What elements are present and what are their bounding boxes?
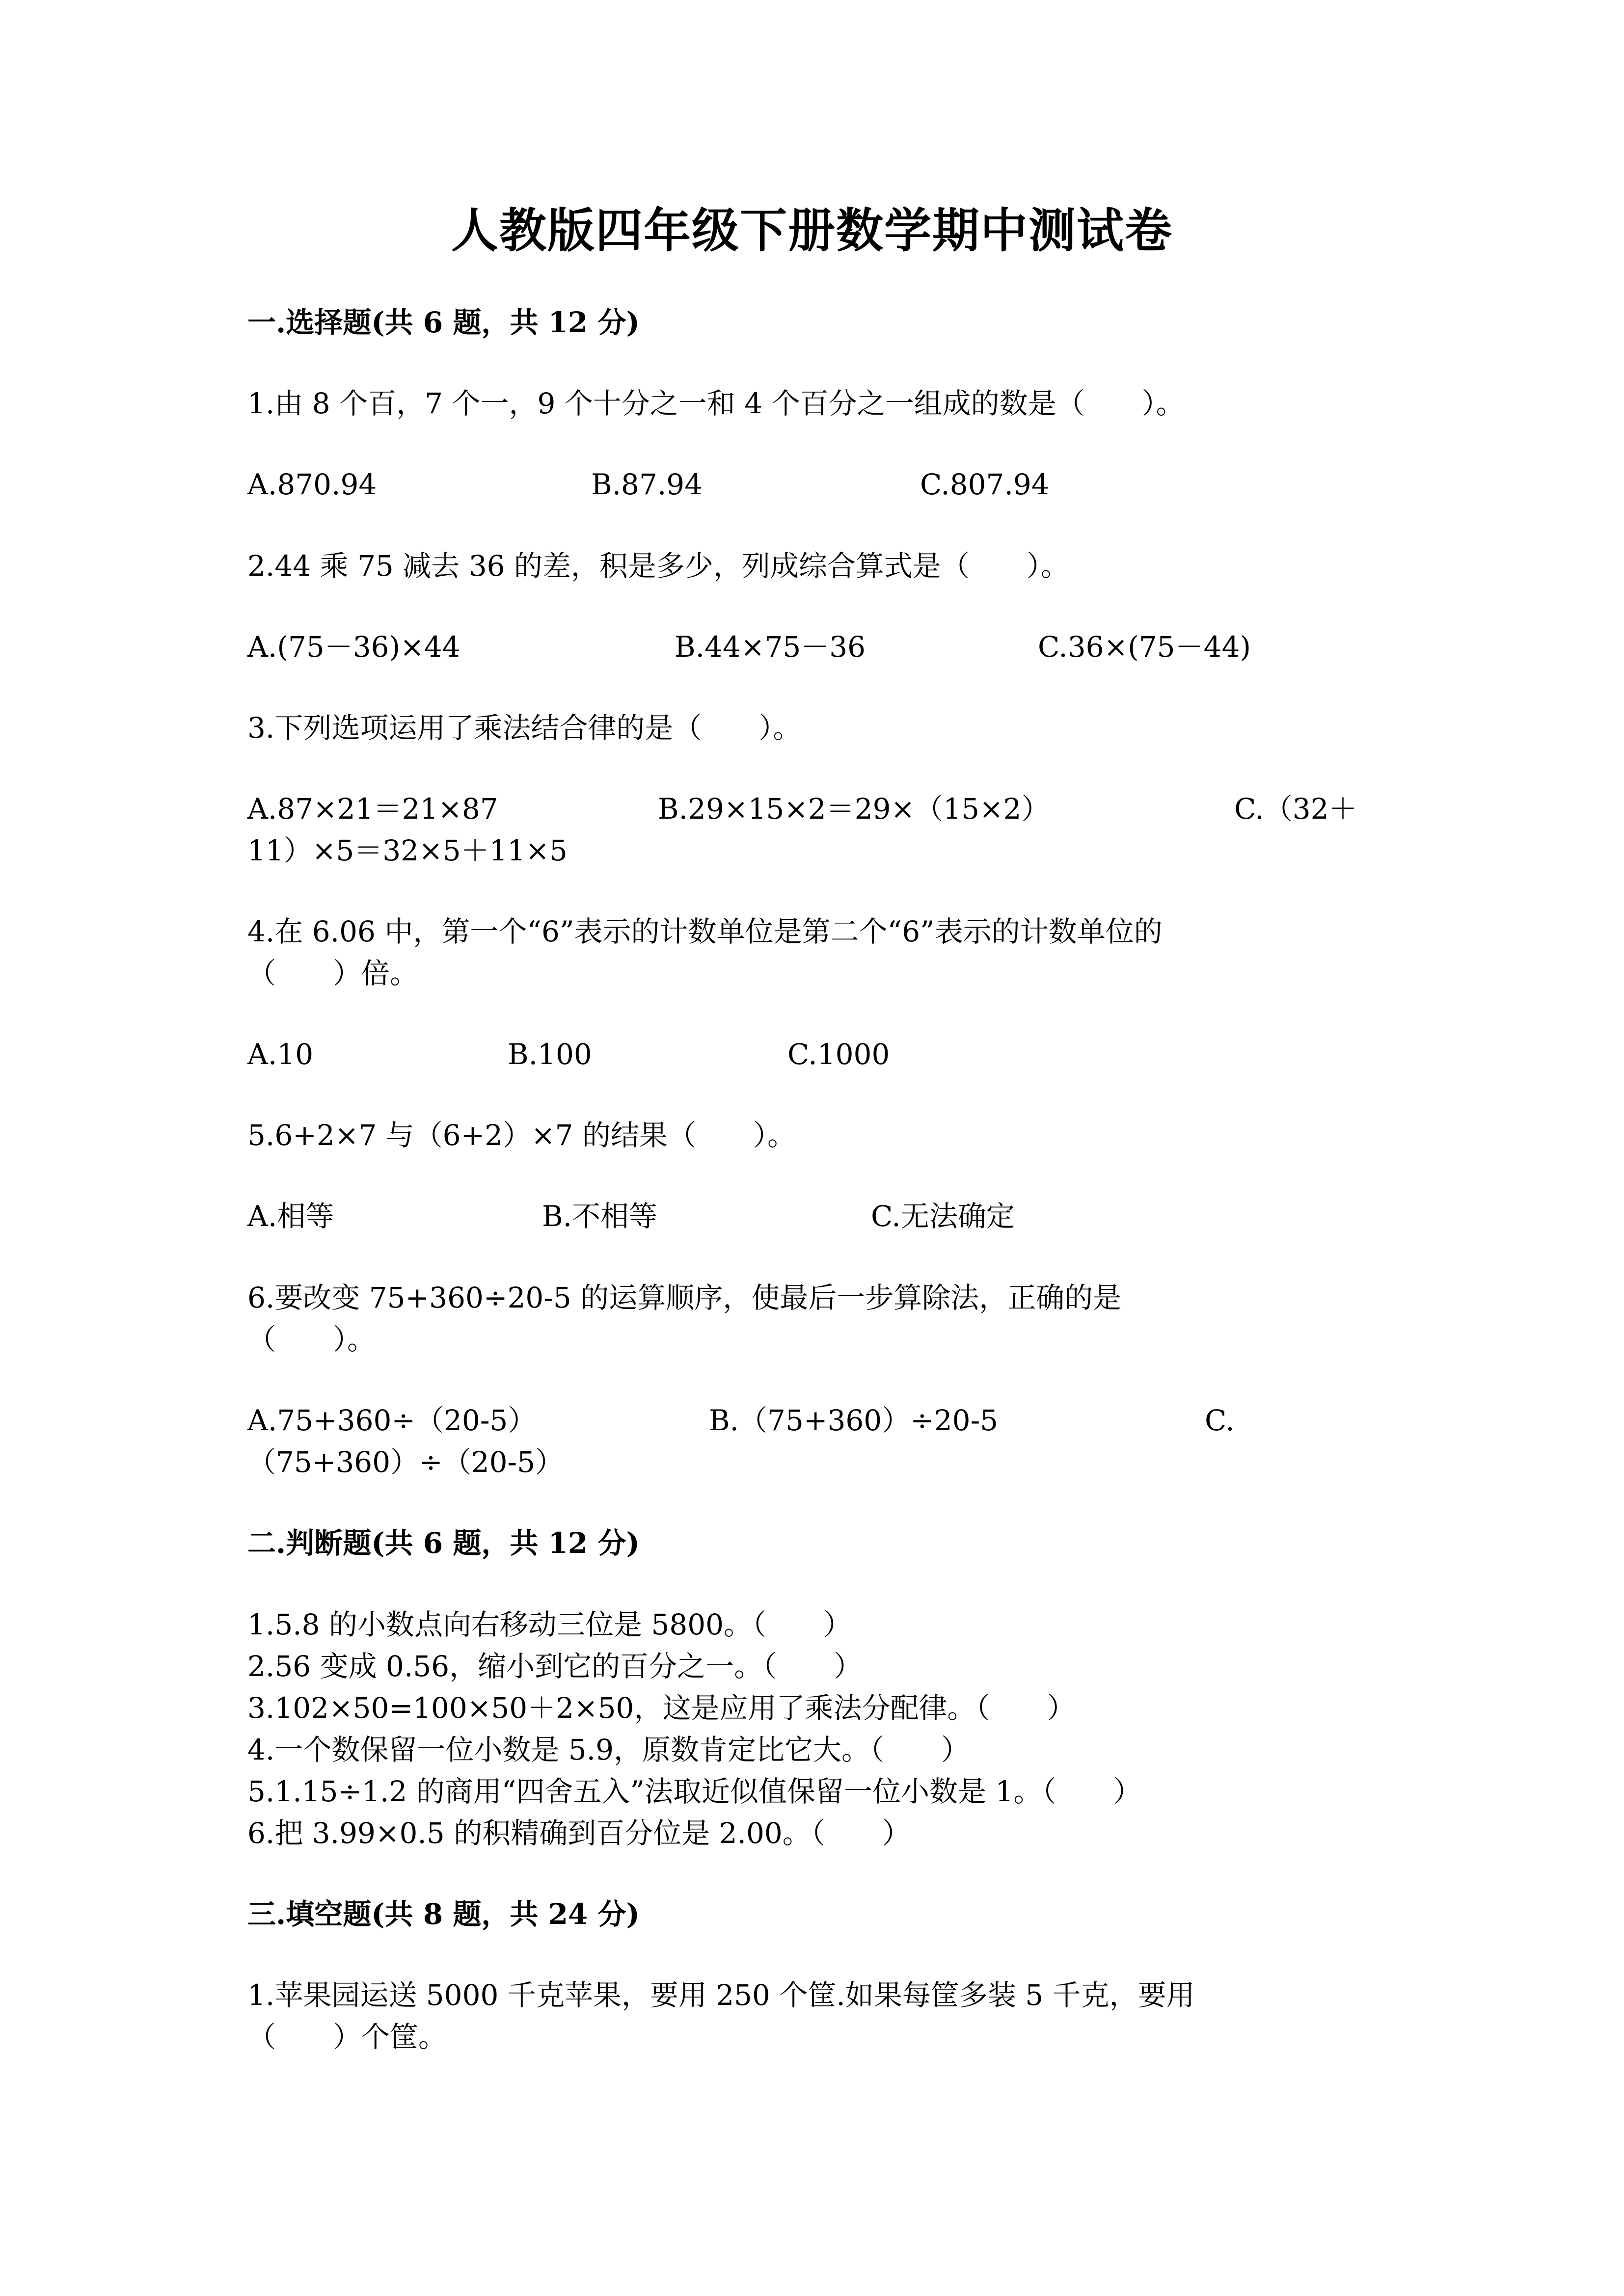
option-c-continued: （75+360）÷（20-5） (247, 1445, 564, 1479)
option-a: A.870.94 (247, 468, 377, 501)
question-text: 1.由 8 个百，7 个一，9 个十分之一和 4 个百分之一组成的数是（ ）。 (247, 387, 1185, 420)
option-a: A.10 (247, 1038, 314, 1071)
judgment-item: 6.把 3.99×0.5 的积精确到百分位是 2.00。（ ） (247, 1816, 911, 1850)
judgment-item: 3.102×50=100×50＋2×50，这是应用了乘法分配律。（ ） (247, 1691, 1076, 1725)
option-a: A.75+360÷（20-5） (247, 1404, 537, 1437)
question-text: 2.44 乘 75 减去 36 的差，积是多少，列成综合算式是（ ）。 (247, 549, 1069, 583)
question-text: 6.要改变 75+360÷20-5 的运算顺序，使最后一步算除法，正确的是 (247, 1281, 1122, 1314)
option-a: A.87×21＝21×87 (247, 792, 498, 826)
option-c: C.36×(75－44) (1038, 630, 1251, 664)
option-b: B.87.94 (591, 468, 703, 501)
question-text: 1.苹果园运送 5000 千克苹果，要用 250 个筐.如果每筐多装 5 千克，要用 (247, 1978, 1195, 2012)
question-text-continued: （ ）倍。 (247, 957, 419, 990)
question-text: 3.下列选项运用了乘法结合律的是（ ）。 (247, 711, 802, 745)
option-c-continued: 11）×5＝32×5＋11×5 (247, 834, 568, 867)
judgment-item: 4.一个数保留一位小数是 5.9，原数肯定比它大。（ ） (247, 1733, 970, 1766)
option-a: A.(75－36)×44 (247, 630, 460, 664)
section-heading-fill-blank: 三.填空题(共 8 题，共 24 分) (247, 1897, 640, 1931)
question-text: 5.6+2×7 与（6+2）×7 的结果（ ）。 (247, 1119, 796, 1152)
page-title: 人教版四年级下册数学期中测试卷 (451, 203, 1173, 258)
option-c: C.807.94 (920, 468, 1050, 501)
judgment-item: 5.1.15÷1.2 的商用“四舍五入”法取近似值保留一位小数是 1。（ ） (247, 1775, 1142, 1808)
judgment-item: 2.56 变成 0.56，缩小到它的百分之一。（ ） (247, 1650, 863, 1683)
option-b: B.100 (508, 1038, 592, 1071)
option-b: B.（75+360）÷20-5 (709, 1404, 999, 1437)
option-c: C.（32＋ (1234, 792, 1357, 826)
section-heading-judgment: 二.判断题(共 6 题，共 12 分) (247, 1526, 640, 1560)
question-text-continued: （ ）个筐。 (247, 2020, 447, 2054)
option-b: B.不相等 (542, 1200, 658, 1233)
option-c: C.1000 (787, 1038, 890, 1071)
option-c: C. (1205, 1404, 1235, 1437)
option-c: C.无法确定 (871, 1200, 1015, 1233)
option-a: A.相等 (247, 1200, 334, 1233)
option-b: B.29×15×2＝29×（15×2） (658, 792, 1050, 826)
section-heading-choice: 一.选择题(共 6 题，共 12 分) (247, 306, 640, 339)
question-text-continued: （ ）。 (247, 1323, 376, 1356)
option-b: B.44×75－36 (675, 630, 866, 664)
question-text: 4.在 6.06 中，第一个“6”表示的计数单位是第二个“6”表示的计数单位的 (247, 915, 1163, 948)
judgment-item: 1.5.8 的小数点向右移动三位是 5800。（ ） (247, 1608, 852, 1641)
